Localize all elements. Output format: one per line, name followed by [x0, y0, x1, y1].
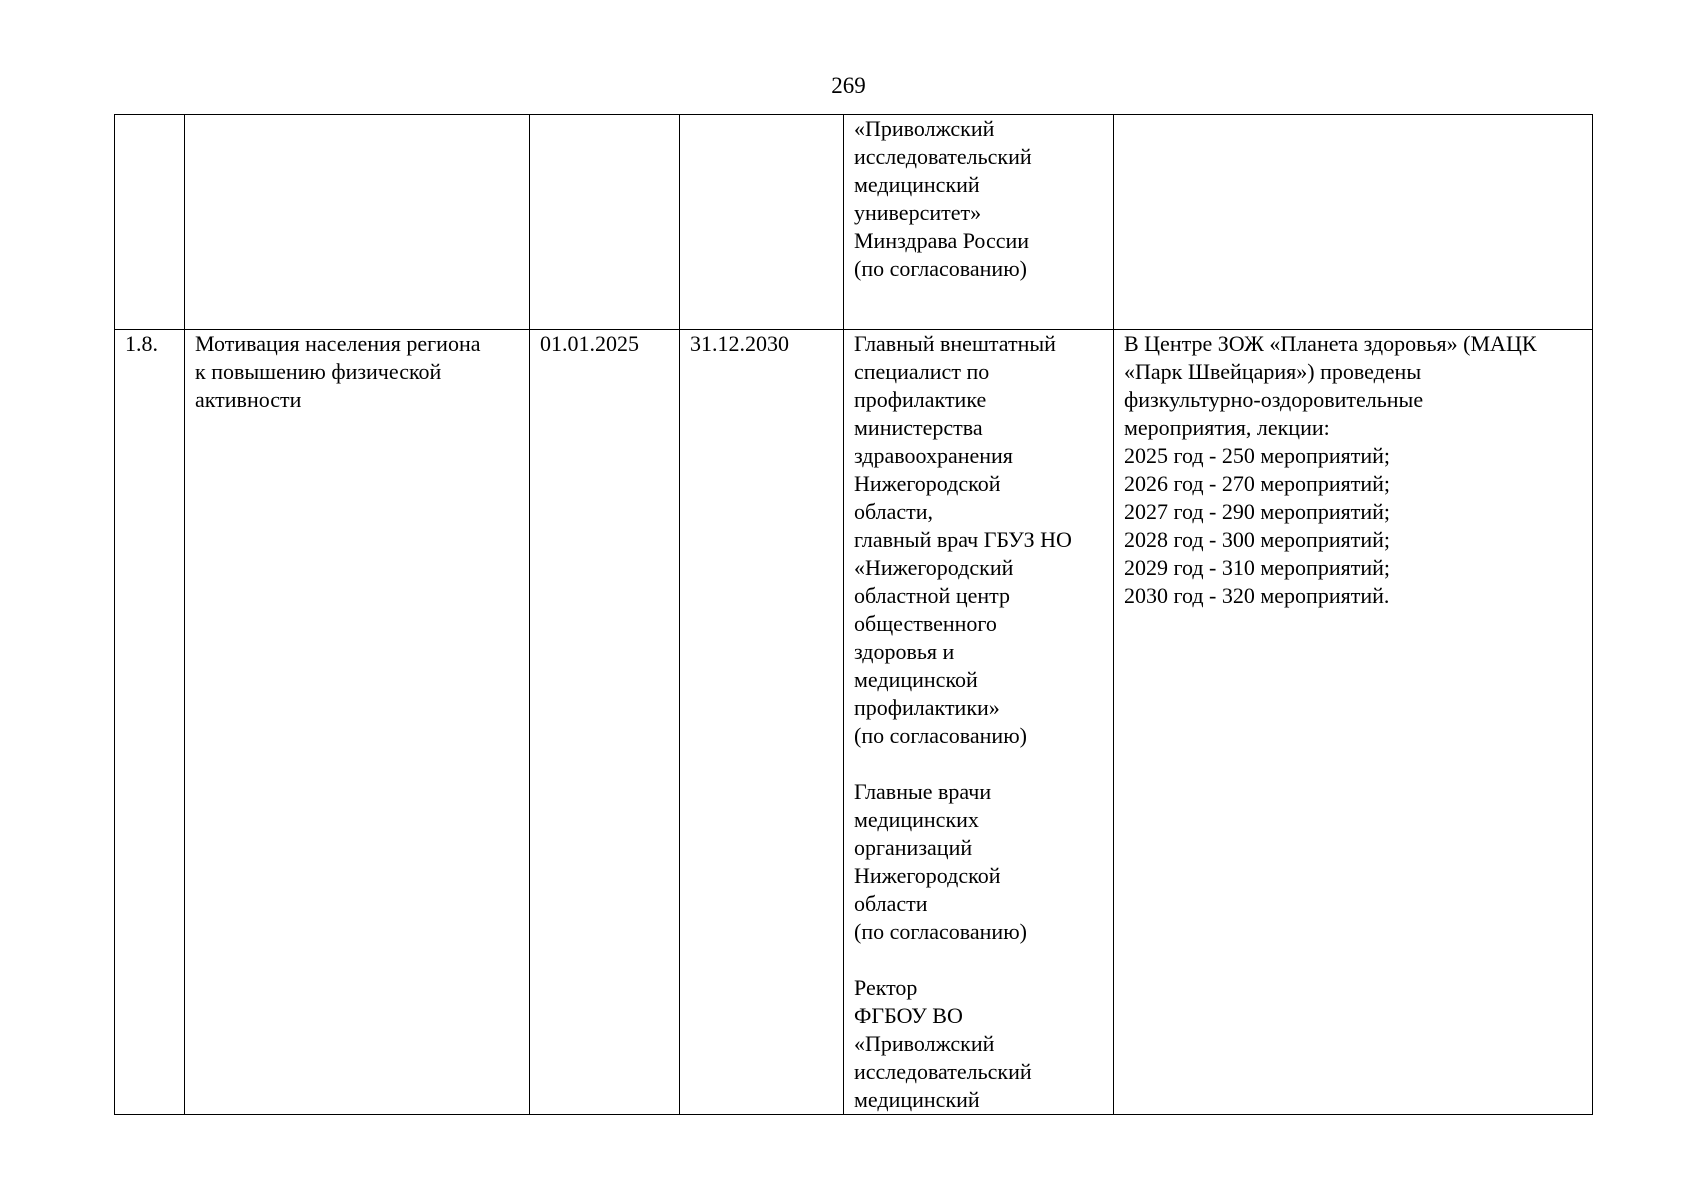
cell-name	[185, 330, 530, 1115]
text-line: главный врач ГБУЗ НО	[854, 527, 1072, 552]
text-line: активности	[195, 387, 302, 412]
text-line: ФГБОУ ВО	[854, 1003, 963, 1028]
activity-table	[114, 114, 1593, 1115]
text-line: 2026 год - 270 мероприятий;	[1124, 471, 1390, 496]
responsible-block-2	[854, 778, 1103, 946]
text-line: (по согласованию)	[854, 723, 1027, 748]
cell-start-date: 01.01.2025	[530, 330, 680, 1115]
cell-result	[1114, 330, 1593, 1115]
text-line: (по согласованию)	[854, 919, 1027, 944]
text-line: Мотивация населения региона	[195, 331, 481, 356]
text-line: «Нижегородский	[854, 555, 1014, 580]
text-line: медицинский	[854, 1087, 980, 1112]
text-line: профилактике	[854, 387, 987, 412]
text-line: исследовательский	[854, 144, 1032, 169]
text-line: к повышению физической	[195, 359, 442, 384]
text-line: 2030 год - 320 мероприятий.	[1124, 583, 1390, 608]
text-line: министерства	[854, 415, 983, 440]
cell-responsible	[844, 330, 1114, 1115]
text-line: «Приволжский	[854, 1031, 995, 1056]
responsible-block-3	[854, 974, 1103, 1114]
cell-number	[115, 115, 185, 330]
text-line: медицинской	[854, 667, 978, 692]
table-row	[115, 115, 1593, 330]
text-line: областной центр	[854, 583, 1011, 608]
text-line: профилактики»	[854, 695, 1000, 720]
text-line: Главный внештатный	[854, 331, 1056, 356]
cell-name	[185, 115, 530, 330]
result-lines	[1124, 330, 1582, 610]
text-line: медицинский	[854, 172, 980, 197]
text-line: 2027 год - 290 мероприятий;	[1124, 499, 1390, 524]
text-line: мероприятия, лекции:	[1124, 415, 1330, 440]
text-line: 2029 год - 310 мероприятий;	[1124, 555, 1390, 580]
text-line: университет»	[854, 200, 982, 225]
text-line: специалист по	[854, 359, 990, 384]
text-line: здравоохранения	[854, 443, 1013, 468]
text-line: Нижегородской	[854, 863, 1001, 888]
text-line: физкультурно-оздоровительные	[1124, 387, 1424, 412]
text-line: общественного	[854, 611, 997, 636]
text-line: (по согласованию)	[854, 256, 1027, 281]
text-line: В Центре ЗОЖ «Планета здоровья» (МАЦК	[1124, 331, 1537, 356]
text-line: Минздрава России	[854, 228, 1030, 253]
text-line: организаций	[854, 835, 973, 860]
table-row	[115, 330, 1593, 1115]
text-line: «Парк Швейцария») проведены	[1124, 359, 1422, 384]
cell-number: 1.8.	[115, 330, 185, 1115]
text-line: медицинских	[854, 807, 979, 832]
cell-end-date	[680, 115, 844, 330]
text-line: исследовательский	[854, 1059, 1032, 1084]
name-lines	[195, 330, 519, 414]
text-line: области,	[854, 499, 934, 524]
text-line: здоровья и	[854, 639, 955, 664]
text-line: Ректор	[854, 975, 918, 1000]
text-line: Главные врачи	[854, 779, 992, 804]
responsible-lines	[854, 115, 1103, 283]
text-line: 2028 год - 300 мероприятий;	[1124, 527, 1390, 552]
text-line: Нижегородской	[854, 471, 1001, 496]
cell-end-date: 31.12.2030	[680, 330, 844, 1115]
cell-start-date	[530, 115, 680, 330]
cell-result	[1114, 115, 1593, 330]
page-number: 269	[831, 73, 866, 98]
text-line: 2025 год - 250 мероприятий;	[1124, 443, 1390, 468]
cell-responsible	[844, 115, 1114, 330]
text-line: области	[854, 891, 928, 916]
responsible-block-1	[854, 330, 1103, 750]
text-line: «Приволжский	[854, 116, 995, 141]
